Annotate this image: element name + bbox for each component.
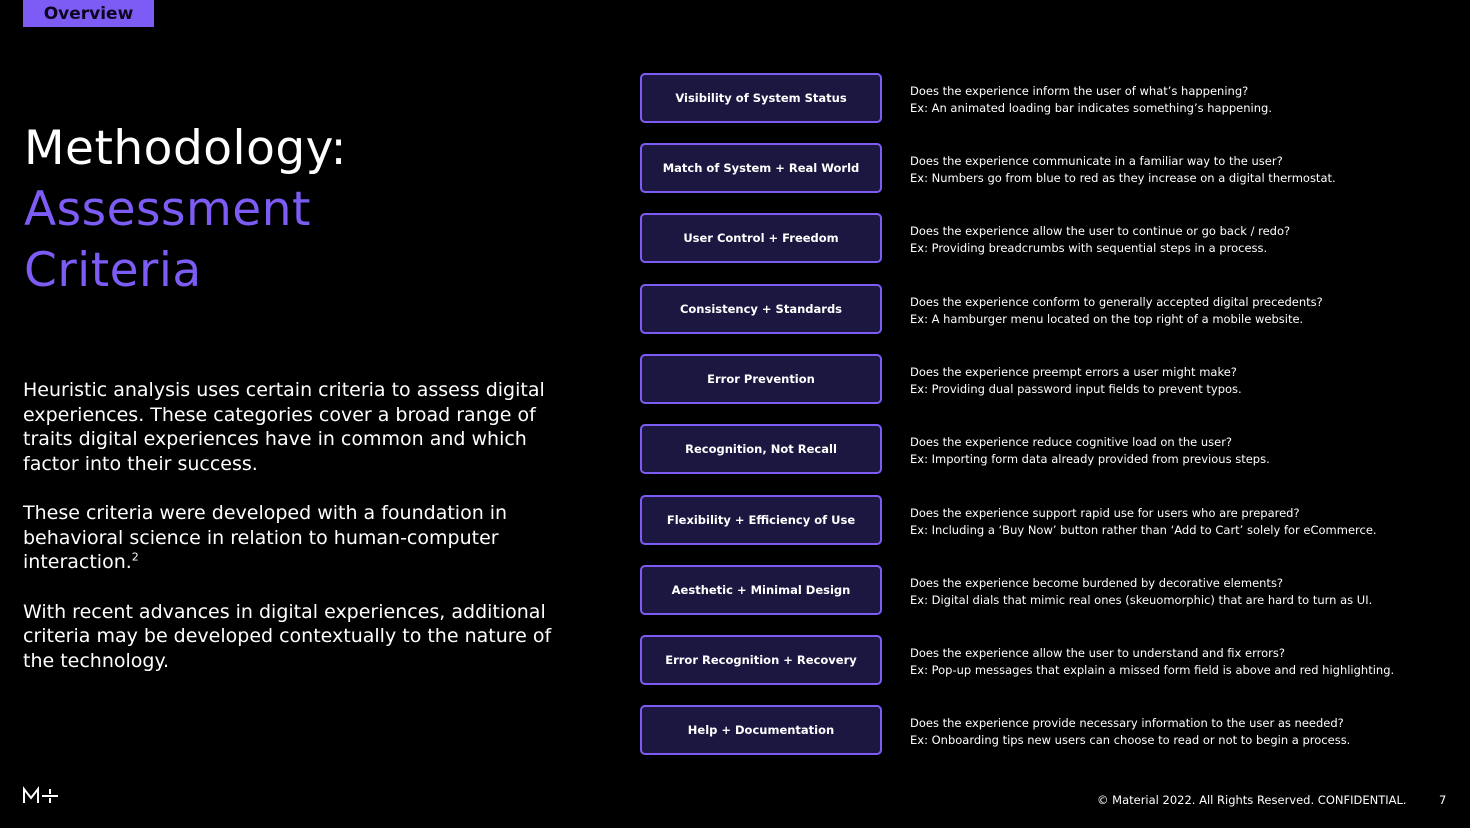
criterion-example: Ex: Including a ‘Buy Now’ button rather than ‘Add to Cart’ solely for eCommerce. [910, 523, 1377, 537]
criterion-question: Does the experience provide necessary information to the user as needed? [910, 716, 1344, 730]
criterion-description [910, 434, 1470, 468]
criterion-button[interactable]: Consistency + Standards [640, 284, 882, 334]
paragraph-3: With recent advances in digital experiences, additional criteria may be developed contextually to the nature of the technology. [23, 600, 552, 672]
criterion-example: Ex: Onboarding tips new users can choose to read or not to begin a process. [910, 733, 1351, 747]
criterion-description [910, 83, 1470, 117]
title-line-1: Methodology: [24, 121, 347, 176]
criterion-button[interactable]: Help + Documentation [640, 705, 882, 755]
paragraph-1: Heuristic analysis uses certain criteria to assess digital experiences. These categories cover a broad range of traits digital experiences have in common and which factor into their success. [23, 379, 545, 475]
criterion-row [640, 354, 1440, 404]
criterion-question: Does the experience inform the user of what’s happening? [910, 84, 1249, 98]
criterion-example: Ex: An animated loading bar indicates something’s happening. [910, 101, 1272, 115]
criterion-row [640, 565, 1440, 615]
criterion-question: Does the experience allow the user to continue or go back / redo? [910, 224, 1291, 238]
criterion-row [640, 635, 1440, 685]
criterion-question: Does the experience become burdened by decorative elements? [910, 576, 1284, 590]
intro-text [23, 378, 563, 698]
criterion-row [640, 213, 1440, 263]
title-line-2: Assessment [24, 182, 311, 237]
criterion-description [910, 364, 1470, 398]
criterion-row [640, 705, 1440, 755]
paragraph-2-text: These criteria were developed with a foundation in behavioral science in relation to human-computer interaction. [23, 502, 508, 573]
criterion-row [640, 495, 1440, 545]
criterion-question: Does the experience conform to generally accepted digital precedents? [910, 295, 1323, 309]
criterion-example: Ex: Providing breadcrumbs with sequential steps in a process. [910, 241, 1268, 255]
criterion-question: Does the experience communicate in a familiar way to the user? [910, 154, 1283, 168]
section-tag: Overview [23, 0, 154, 27]
criterion-question: Does the experience support rapid use for users who are prepared? [910, 506, 1300, 520]
title-line-3: Criteria [24, 243, 202, 298]
criterion-example: Ex: Numbers go from blue to red as they increase on a digital thermostat. [910, 171, 1336, 185]
criterion-description [910, 505, 1470, 539]
criterion-row [640, 143, 1440, 193]
criterion-button[interactable]: Visibility of System Status [640, 73, 882, 123]
criterion-button[interactable]: Error Prevention [640, 354, 882, 404]
page-number: 7 [1439, 793, 1447, 807]
criterion-button[interactable]: Aesthetic + Minimal Design [640, 565, 882, 615]
criterion-description [910, 294, 1470, 328]
criterion-example: Ex: Providing dual password input fields to prevent typos. [910, 382, 1242, 396]
footnote-ref: 2 [131, 550, 139, 564]
page-title [24, 118, 347, 301]
criterion-example: Ex: Importing form data already provided from previous steps. [910, 452, 1270, 466]
criterion-button[interactable]: Flexibility + Efficiency of Use [640, 495, 882, 545]
criterion-description [910, 645, 1470, 679]
criterion-button[interactable]: Error Recognition + Recovery [640, 635, 882, 685]
criterion-button[interactable]: Recognition, Not Recall [640, 424, 882, 474]
criterion-description [910, 153, 1470, 187]
paragraph-2 [23, 501, 563, 575]
criterion-example: Ex: Digital dials that mimic real ones (skeuomorphic) that are hard to turn as UI. [910, 593, 1373, 607]
criterion-question: Does the experience reduce cognitive load on the user? [910, 435, 1233, 449]
criterion-description [910, 223, 1470, 257]
copyright-footer: © Material 2022. All Rights Reserved. CONFIDENTIAL. [1097, 793, 1407, 807]
material-logo-icon [23, 786, 61, 806]
criterion-example: Ex: A hamburger menu located on the top right of a mobile website. [910, 312, 1304, 326]
criterion-description [910, 715, 1470, 749]
criterion-row [640, 284, 1440, 334]
criterion-example: Ex: Pop-up messages that explain a missed form field is above and red highlighting. [910, 663, 1395, 677]
criterion-button[interactable]: Match of System + Real World [640, 143, 882, 193]
criterion-description [910, 575, 1470, 609]
criterion-question: Does the experience allow the user to understand and fix errors? [910, 646, 1285, 660]
criterion-button[interactable]: User Control + Freedom [640, 213, 882, 263]
criterion-row [640, 73, 1440, 123]
criterion-row [640, 424, 1440, 474]
criterion-question: Does the experience preempt errors a user might make? [910, 365, 1237, 379]
brand-logo [23, 786, 61, 811]
